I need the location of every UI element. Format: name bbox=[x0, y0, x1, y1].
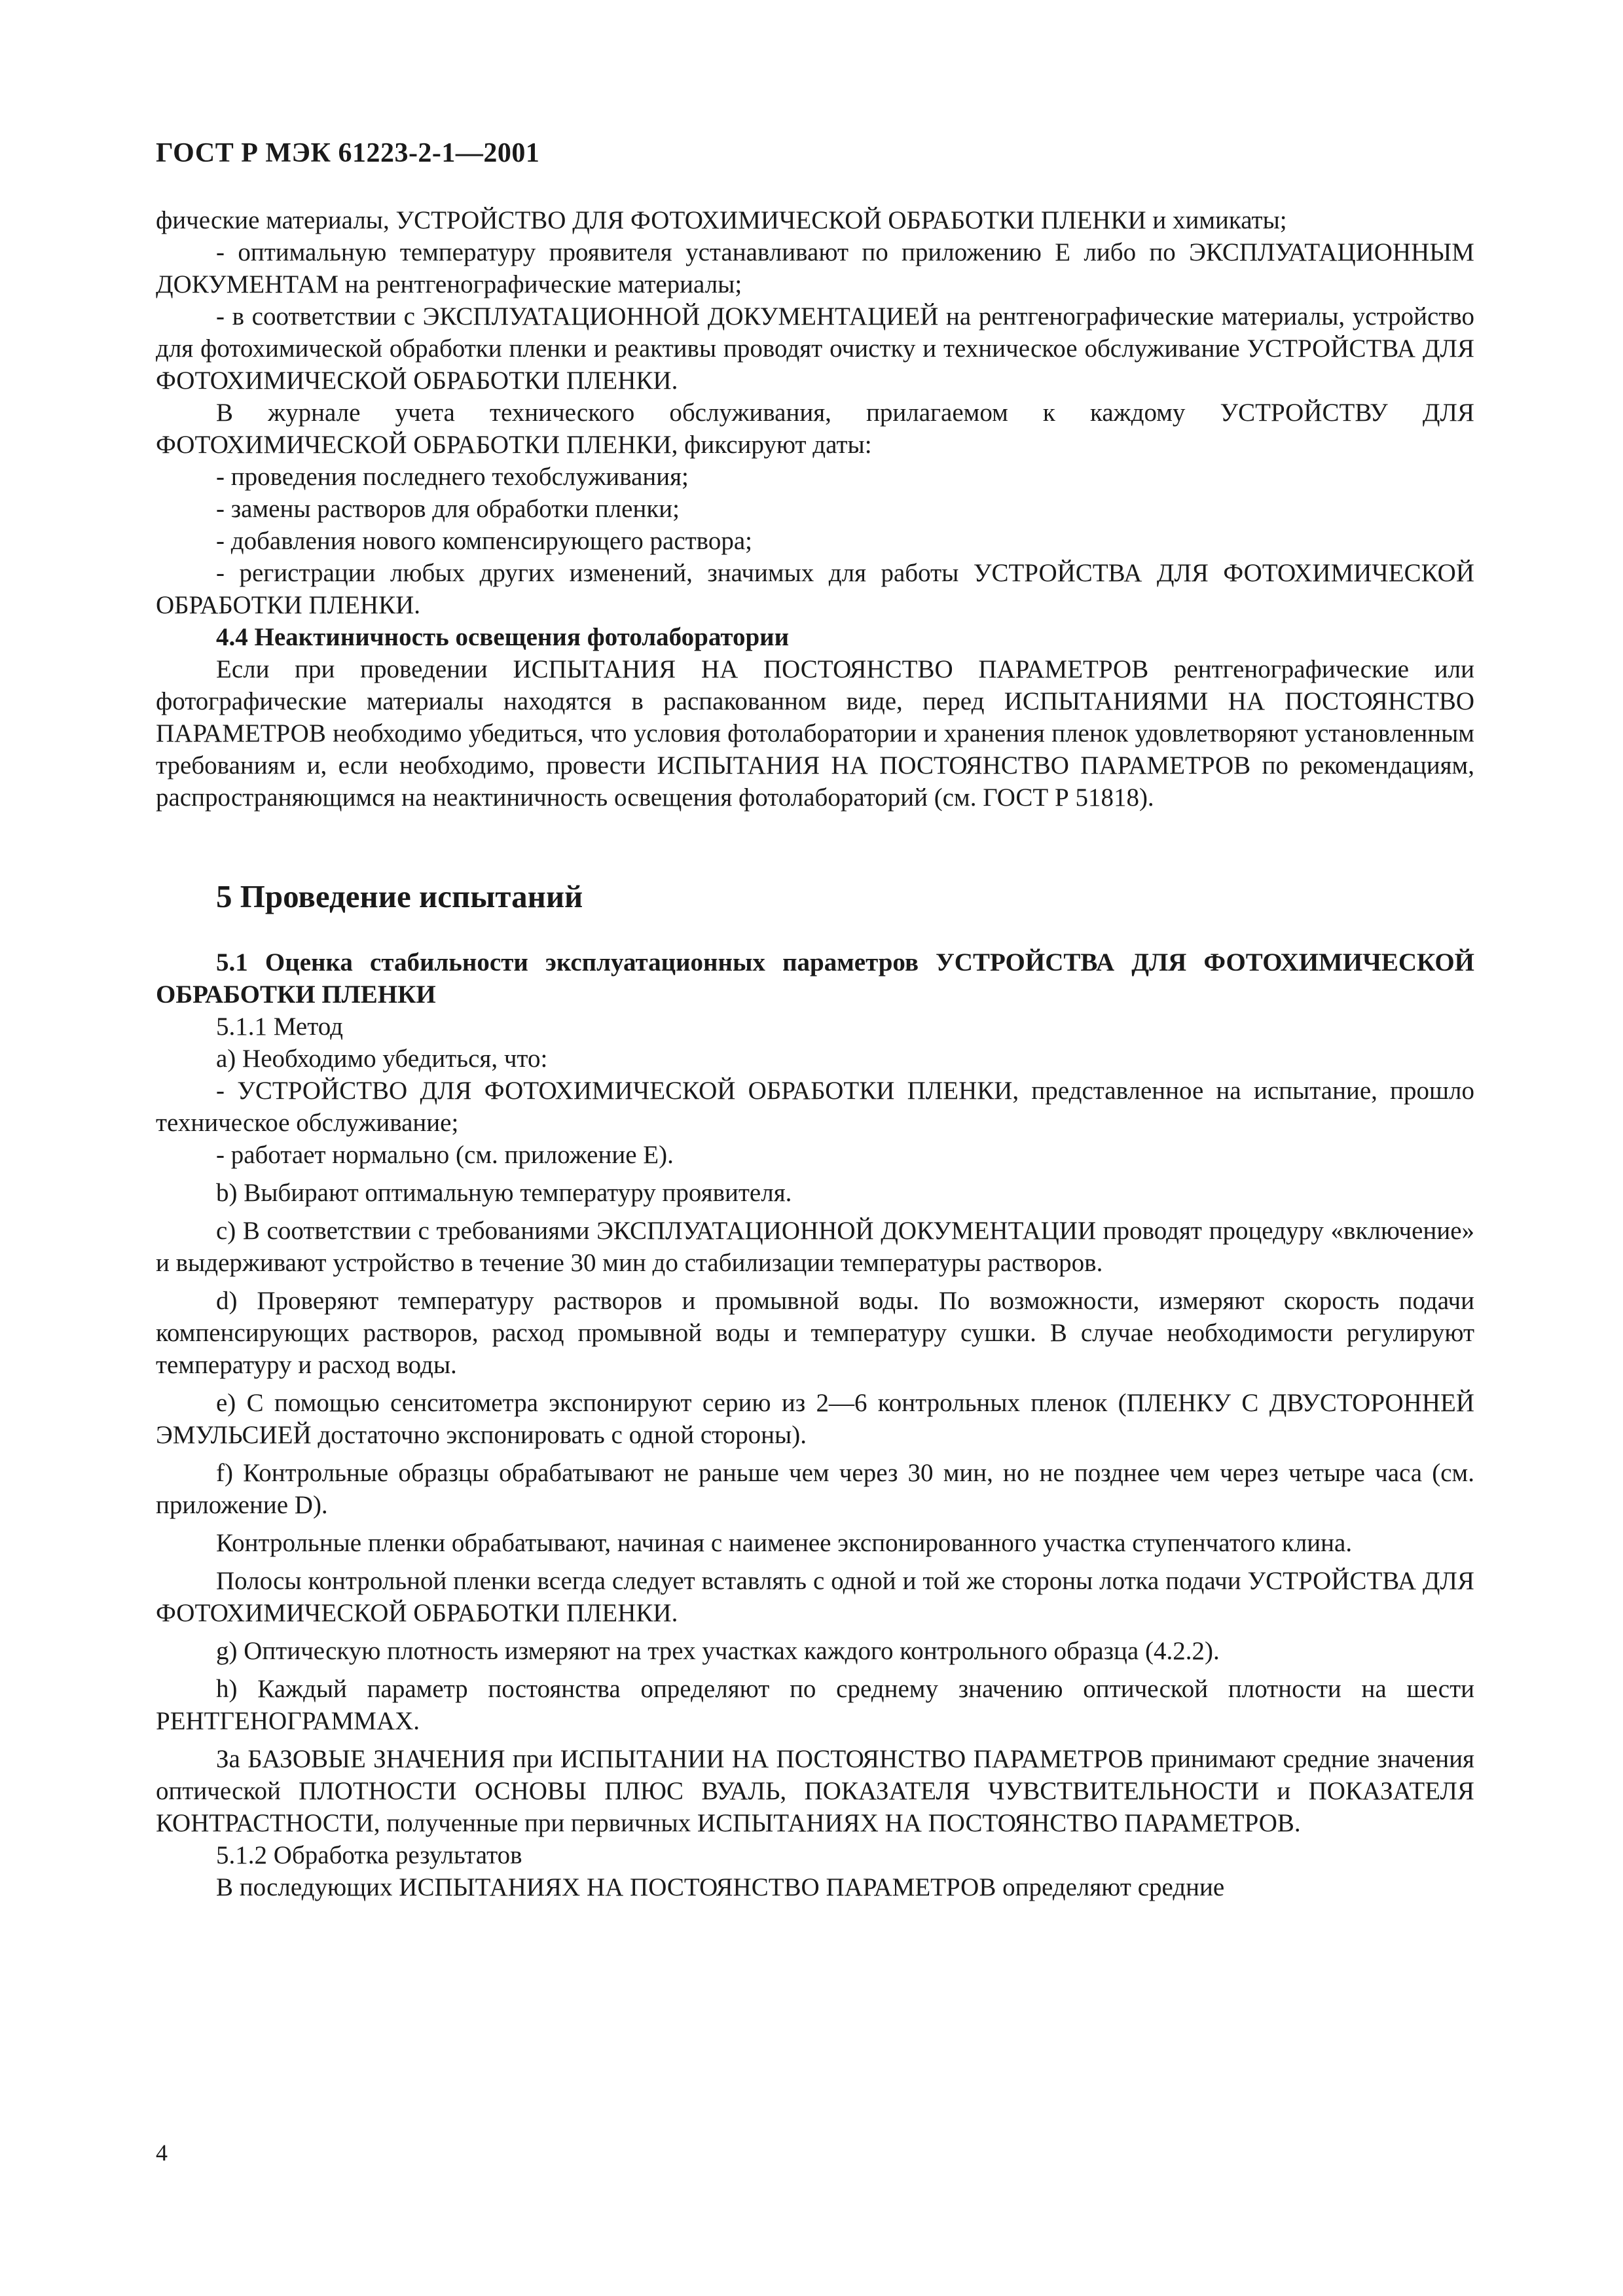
page-number: 4 bbox=[156, 2140, 168, 2166]
list-item: - добавления нового компенсирующего раствора; bbox=[216, 527, 752, 555]
list-item: e) С помощью сенситометра экспонируют серию из 2—6 контрольных пленок (ПЛЕНКУ С ДВУСТОРОННЕЙ ЭМУЛЬСИЕЙ достаточно экспонировать с одной стороны). bbox=[156, 1389, 1474, 1449]
clause-title: 5.1.1 Метод bbox=[216, 1013, 343, 1041]
list-item: - оптимальную температуру проявителя устанавливают по приложению Е либо по ЭКСПЛУАТАЦИОННЫМ ДОКУМЕНТАМ на рентгенографические материалы; bbox=[156, 238, 1474, 298]
paragraph: В последующих ИСПЫТАНИЯХ НА ПОСТОЯНСТВО ПАРАМЕТРОВ определяют средние bbox=[216, 1873, 1225, 1901]
paragraph: Если при проведении ИСПЫТАНИЯ НА ПОСТОЯНСТВО ПАРАМЕТРОВ рентгенографические или фотографические материалы находятся в распакованном виде, перед ИСПЫТАНИЯМИ НА ПОСТОЯНСТВО ПАРАМЕТРОВ необходимо убедиться, что условия фотолаборатории и хранения пленок удовлетворяют установленным требованиям и, если необходимо, провести ИСПЫТАНИЯ НА ПОСТОЯНСТВО ПАРАМЕТРОВ по рекомендациям, распространяющимся на неактиничность освещения фотолабораторий (см. ГОСТ Р 51818). bbox=[156, 655, 1474, 812]
list-item: f) Контрольные образцы обрабатывают не раньше чем через 30 мин, но не позднее чем через четыре часа (см. приложение D). bbox=[156, 1459, 1474, 1519]
subsection-heading: 5.1 Оценка стабильности эксплуатационных параметров УСТРОЙСТВА ДЛЯ ФОТОХИМИЧЕСКОЙ ОБРАБОТКИ ПЛЕНКИ bbox=[156, 948, 1474, 1009]
list-item: b) Выбирают оптимальную температуру проявителя. bbox=[216, 1179, 792, 1207]
list-item: - в соответствии с ЭКСПЛУАТАЦИОННОЙ ДОКУМЕНТАЦИЕЙ на рентгенографические материалы, устройство для фотохимической обработки пленки и реактивы проводят очистку и техническое обслуживание УСТРОЙСТВА ДЛЯ ФОТОХИМИЧЕСКОЙ ОБРАБОТКИ ПЛЕНКИ. bbox=[156, 302, 1474, 395]
paragraph: За БАЗОВЫЕ ЗНАЧЕНИЯ при ИСПЫТАНИИ НА ПОСТОЯНСТВО ПАРАМЕТРОВ принимают средние значения оптической ПЛОТНОСТИ ОСНОВЫ ПЛЮС ВУАЛЬ, ПОКАЗАТЕЛЯ ЧУВСТВИТЕЛЬНОСТИ и ПОКАЗАТЕЛЯ КОНТРАСТНОСТИ, полученные при первичных ИСПЫТАНИЯХ НА ПОСТОЯНСТВО ПАРАМЕТРОВ. bbox=[156, 1745, 1474, 1837]
list-item: а) Необходимо убедиться, что: bbox=[216, 1045, 548, 1073]
document-body bbox=[156, 204, 1474, 1903]
paragraph: Полосы контрольной пленки всегда следует вставлять с одной и той же стороны лотка подачи УСТРОЙСТВА ДЛЯ ФОТОХИМИЧЕСКОЙ ОБРАБОТКИ ПЛЕНКИ. bbox=[156, 1567, 1474, 1627]
list-item: - работает нормально (см. приложение Е). bbox=[216, 1141, 674, 1169]
paragraph: фические материалы, УСТРОЙСТВО ДЛЯ ФОТОХИМИЧЕСКОЙ ОБРАБОТКИ ПЛЕНКИ и химикаты; bbox=[156, 206, 1287, 234]
list-item: g) Оптическую плотность измеряют на трех участках каждого контрольного образца (4.2.2). bbox=[216, 1637, 1220, 1665]
list-item: - УСТРОЙСТВО ДЛЯ ФОТОХИМИЧЕСКОЙ ОБРАБОТКИ ПЛЕНКИ, представленное на испытание, прошло техническое обслуживание; bbox=[156, 1077, 1474, 1137]
paragraph: В журнале учета технического обслуживания, прилагаемом к каждому УСТРОЙСТВУ ДЛЯ ФОТОХИМИЧЕСКОЙ ОБРАБОТКИ ПЛЕНКИ, фиксируют даты: bbox=[156, 399, 1474, 459]
list-item: h) Каждый параметр постоянства определяют по среднему значению оптической плотности на шести РЕНТГЕНОГРАММАХ. bbox=[156, 1675, 1474, 1735]
subsection-heading: 4.4 Неактиничность освещения фотолаборатории bbox=[216, 623, 790, 651]
list-item: - регистрации любых других изменений, значимых для работы УСТРОЙСТВА ДЛЯ ФОТОХИМИЧЕСКОЙ ОБРАБОТКИ ПЛЕНКИ. bbox=[156, 559, 1474, 619]
clause-title: 5.1.2 Обработка результатов bbox=[216, 1841, 522, 1869]
section-heading: 5 Проведение испытаний bbox=[216, 878, 583, 914]
list-item: d) Проверяют температуру растворов и промывной воды. По возможности, измеряют скорость подачи компенсирующих растворов, расход промывной воды и температуру сушки. В случае необходимости регулируют температуру и расход воды. bbox=[156, 1287, 1474, 1379]
list-item: - проведения последнего техобслуживания; bbox=[216, 463, 689, 491]
list-item: c) В соответствии с требованиями ЭКСПЛУАТАЦИОННОЙ ДОКУМЕНТАЦИИ проводят процедуру «включение» и выдерживают устройство в течение 30 мин до стабилизации температуры растворов. bbox=[156, 1217, 1474, 1277]
running-header: ГОСТ Р МЭК 61223-2-1—2001 bbox=[156, 138, 540, 168]
list-item: - замены растворов для обработки пленки; bbox=[216, 495, 680, 523]
paragraph: Контрольные пленки обрабатывают, начиная с наименее экспонированного участка ступенчатого клина. bbox=[216, 1529, 1353, 1557]
